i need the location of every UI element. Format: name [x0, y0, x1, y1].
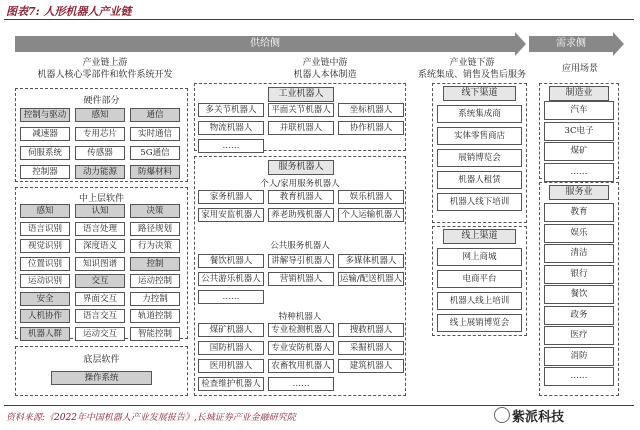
- software-cell: 感知: [20, 204, 70, 218]
- software-cell: 力控制: [130, 292, 180, 306]
- special-robot-cell: 医用机器人: [198, 359, 264, 373]
- upstream-subtitle: 机器人核心零部件和软件系统开发: [37, 70, 173, 80]
- figure-title: 图表7: 人形机器人产业链: [6, 5, 132, 18]
- hardware-cell: 感知: [75, 108, 125, 122]
- public-service-title: 公共服务机器人: [270, 241, 330, 251]
- manufacturing-cell: 3C电子: [544, 122, 614, 141]
- software-cell: 语言识别: [20, 222, 70, 236]
- offline-channel-cell: 实体零售商店: [437, 127, 522, 145]
- public-service-cell: ……: [198, 290, 264, 304]
- special-robot-cell: 煤矿机器人: [198, 323, 264, 337]
- personal-service-cell: 个人运输机器人: [338, 208, 404, 222]
- hardware-cell: 减速器: [20, 127, 70, 141]
- industrial-cell: 物流机器人: [198, 121, 264, 135]
- hardware-cell: 5G通信: [130, 146, 180, 160]
- upstream-header: [15, 57, 195, 81]
- personal-service-cell: 养老助残机器人: [268, 208, 334, 222]
- service-industry-cell: 银行: [544, 265, 614, 284]
- hardware-cell: 动力能源: [75, 165, 125, 179]
- special-robot-cell: 建筑机器人: [338, 359, 404, 373]
- software-cell: 路径规划: [130, 222, 180, 236]
- public-service-cell: 餐饮机器人: [198, 254, 264, 268]
- special-robot-cell: 专业安防机器人: [268, 341, 334, 355]
- software-cell: 行为决策: [130, 239, 180, 253]
- hardware-cell: 专用芯片: [75, 127, 125, 141]
- hardware-cell: 伺服系统: [20, 146, 70, 160]
- personal-service-title: 个人/家用服务机器人: [260, 179, 340, 189]
- online-channel-cell: 线上展销博览会: [437, 314, 522, 332]
- midstream-header: [255, 57, 395, 81]
- operating-system-cell: 操作系统: [51, 371, 152, 385]
- industrial-cell: 平面关节机器人: [268, 103, 334, 117]
- software-cell: 智能控制: [130, 327, 180, 341]
- hardware-cell: 控制与驱动: [20, 108, 70, 122]
- hardware-cell: 防爆材料: [130, 165, 180, 179]
- manufacturing-cell: ……: [544, 163, 614, 182]
- software-cell: 深度语义: [75, 239, 125, 253]
- special-robot-cell: 检查维护机器人: [198, 377, 264, 391]
- software-cell: 语言交互: [75, 309, 125, 323]
- public-service-cell: 运输/配送机器人: [339, 274, 403, 284]
- offline-channel-cell: 系统集成商: [437, 105, 522, 123]
- software-cell: 控制: [130, 257, 180, 271]
- manufacturing-cell: 汽车: [544, 101, 614, 120]
- service-industry-cell: ……: [544, 367, 614, 386]
- public-service-cell: 营销机器人: [268, 272, 334, 286]
- online-channel-cell: 机器人线上培训: [437, 292, 522, 310]
- offline-channel-cell: 机器人线下培训: [437, 193, 522, 211]
- special-robot-cell: 搜救机器人: [338, 323, 404, 337]
- watermark-text: 紫派科技: [512, 410, 565, 425]
- hardware-cell: 控制器: [20, 165, 70, 179]
- upstream-title: 产业链上游: [82, 58, 128, 68]
- special-robot-cell: 采掘机器人: [338, 341, 404, 355]
- software-cell: 机器人群: [20, 327, 70, 341]
- demand-arrow-head: [613, 32, 624, 56]
- hardware-cell: 实时通信: [130, 127, 180, 141]
- downstream-subtitle: 系统集成、销售及售后服务: [417, 70, 526, 80]
- online-channel-cell: 网上商城: [437, 248, 522, 266]
- demand-side-arrow: [529, 36, 613, 52]
- software-cell: 人机协作: [20, 309, 70, 323]
- software-cell: 决策: [130, 204, 180, 218]
- industrial-cell: 坐标机器人: [338, 103, 404, 117]
- industrial-title: 工业机器人: [268, 87, 334, 102]
- special-robot-cell: ……: [268, 377, 334, 391]
- software-cell: 界面交互: [75, 292, 125, 306]
- software-cell: 知识图谱: [75, 257, 125, 271]
- wechat-icon: [494, 407, 510, 423]
- special-robot-cell: 专业检测机器人: [268, 323, 334, 337]
- hardware-cell: 通信: [130, 108, 180, 122]
- personal-service-cell: 家务机器人: [198, 190, 264, 204]
- personal-service-cell: 教育机器人: [268, 190, 334, 204]
- bottom-software-title: 底层软件: [83, 355, 120, 365]
- application-header: [540, 63, 620, 75]
- software-cell: 运动控制: [130, 274, 180, 288]
- midstream-subtitle: 机器人本体制造: [293, 70, 357, 80]
- supply-side-arrow: [15, 36, 515, 52]
- software-cell: 安全: [20, 292, 70, 306]
- software-cell: 运动交互: [75, 327, 125, 341]
- service-industry-cell: 餐饮: [544, 285, 614, 304]
- service-robot-title: 服务机器人: [268, 160, 334, 175]
- manufacturing-title: 制造业: [549, 86, 609, 101]
- hardware-title: 硬件部分: [83, 96, 120, 106]
- software-cell: 轨道控制: [130, 309, 180, 323]
- personal-service-cell: 家用安监机器人: [198, 208, 264, 222]
- offline-channel-title: 线下渠道: [443, 86, 516, 101]
- application-title: 应用场景: [561, 64, 598, 74]
- industrial-cell: ……: [198, 139, 264, 153]
- service-industry-cell: 消防: [544, 347, 614, 366]
- downstream-title: 产业链下游: [449, 58, 495, 68]
- personal-service-cell: 娱乐机器人: [338, 190, 404, 204]
- downstream-header: [412, 57, 532, 81]
- offline-channel-cell: 机器人租赁: [437, 171, 522, 189]
- manufacturing-cell: 煤矿: [544, 142, 614, 161]
- software-cell: 运动识别: [20, 274, 70, 288]
- supply-side-label: 供给侧: [250, 38, 280, 49]
- special-robot-cell: 农畜牧用机器人: [268, 359, 334, 373]
- offline-channel-cell: 展销博览会: [437, 149, 522, 167]
- hardware-cell: 传感器: [75, 146, 125, 160]
- service-industry-title: 服务业: [549, 185, 609, 200]
- service-industry-cell: 教育: [544, 203, 614, 222]
- service-industry-cell: 清洁: [544, 244, 614, 263]
- supply-arrow-head: [515, 32, 526, 56]
- service-industry-cell: 娱乐: [544, 224, 614, 243]
- public-service-cell: 公共游乐机器人: [198, 272, 264, 286]
- online-channel-cell: 电商平台: [437, 270, 522, 288]
- special-robot-cell: 国防机器人: [198, 341, 264, 355]
- midstream-title: 产业链中游: [302, 58, 348, 68]
- software-cell: 语言处理: [75, 222, 125, 236]
- public-service-cell: 讲解导引机器人: [268, 254, 334, 268]
- middle-software-title: 中上层软件: [78, 194, 124, 204]
- top-rule: [4, 19, 634, 20]
- industrial-cell: 并联机器人: [268, 121, 334, 135]
- software-cell: 位置识别: [20, 257, 70, 271]
- industrial-cell: 协作机器人: [338, 121, 404, 135]
- public-service-cell: 多媒体机器人: [338, 254, 404, 268]
- online-channel-title: 线上渠道: [443, 229, 516, 244]
- special-robot-title: 特种机器人: [278, 312, 322, 322]
- source-note: 资料来源:《2022年中国机器人产业发展报告》,长城证券产业金融研究院: [6, 413, 296, 423]
- software-cell: 认知: [75, 204, 125, 218]
- industrial-cell: 多关节机器人: [198, 103, 264, 117]
- service-industry-cell: 医疗: [544, 326, 614, 345]
- demand-side-label: 需求侧: [556, 38, 586, 49]
- software-cell: 交互: [75, 274, 125, 288]
- service-industry-cell: 政务: [544, 306, 614, 325]
- software-cell: 视觉识别: [20, 239, 70, 253]
